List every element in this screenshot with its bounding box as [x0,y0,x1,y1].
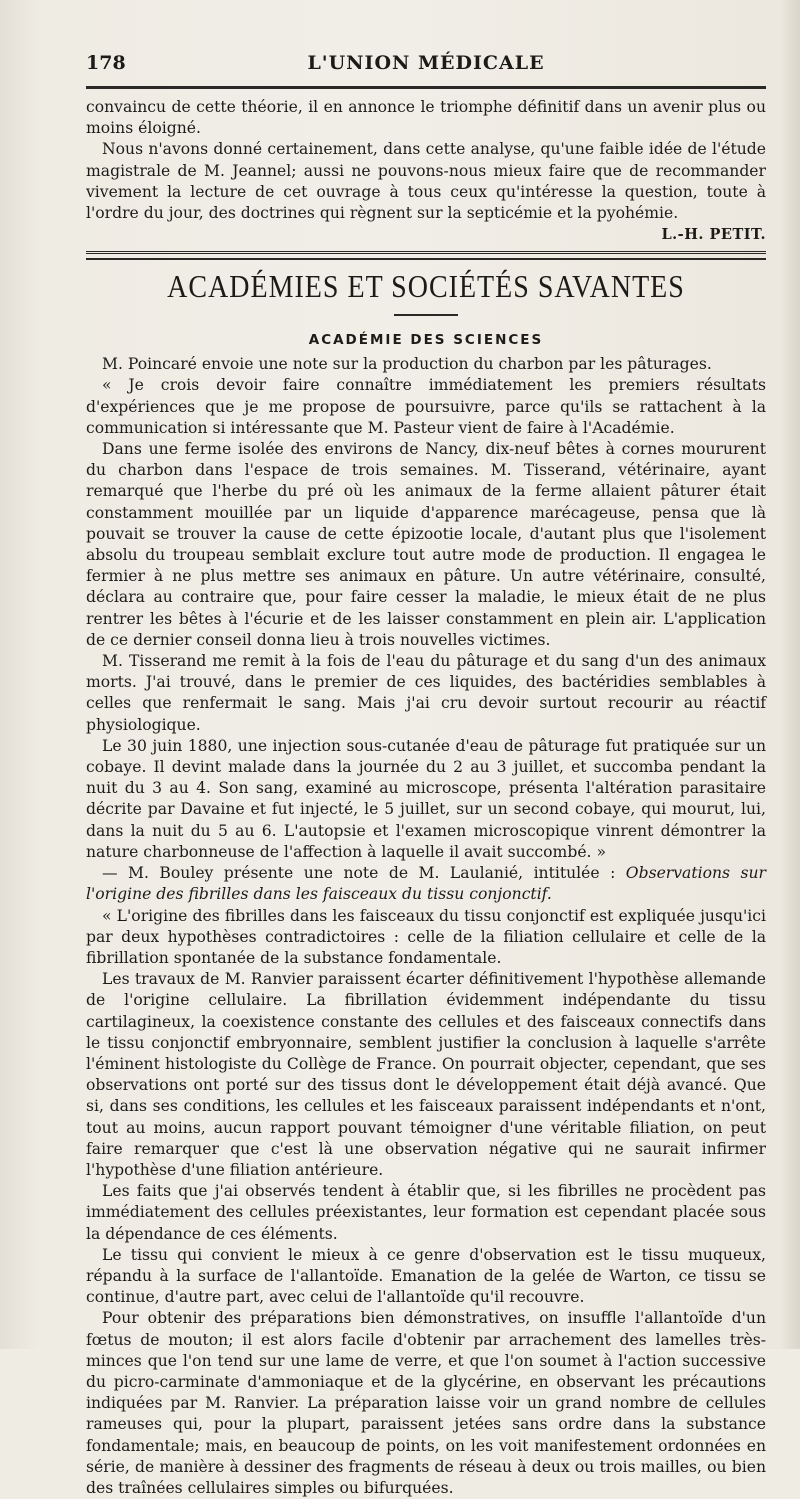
body-paragraph [86,863,766,905]
body-paragraph: Le 30 juin 1880, une injection sous-cutanée d'eau de pâturage fut pratiquée sur un cobaye. Il devint malade dans la journée du 2 au 3 juillet, et succomba pendant la nuit du 3 au 4. Son sang, examiné au microscope, présenta l'altération parasitaire décrite par Davaine et fut injecté, le 5 juillet, sur un second cobaye, qui mourut, lui, dans la nuit du 5 au 6. L'autopsie et l'examen microscopique vinrent démontrer la nature charbonneuse de l'affection à laquelle il avait succombé. » [86,736,766,861]
review-signature: L.-H. PETIT. [661,226,766,244]
body-paragraph: M. Poincaré envoie une note sur la production du charbon par les pâturages. [102,355,712,374]
running-title: L'UNION MÉDICALE [307,52,545,74]
page-number: 178 [86,52,126,74]
body-paragraph: « Je crois devoir faire connaître immédiatement les premiers résultats d'expériences que je me propose de poursuivre, parce qu'ils se rattachent à la communication si intéressante que M. Pasteur vient de faire à l'Académie. [86,376,766,437]
header-rule [86,86,766,89]
body-paragraph: Dans une ferme isolée des environs de Nancy, dix-neuf bêtes à cornes moururent du charbon dans l'espace de trois semaines. M. Tisserand, vétérinaire, ayant remarqué que l'herbe du pré où les animaux de la ferme allaient pâturer était constamment mouillée par un liquide d'apparence marécageuse, pensa que là pouvait se trouver la cause de cette épizootie locale, d'autant plus que l'isolement absolu du troupeau semblait exclure tout autre mode de production. Il engagea le fermier à ne plus mettre ses animaux en pâture. Un autre vétérinaire, consulté, déclara au contraire que, pour faire cesser la maladie, le mieux était de ne plus rentrer les bêtes à l'écurie et de les laisser constamment en plein air. L'application de ce dernier conseil donna lieu à trois nouvelles victimes. [86,440,766,649]
page-header [86,52,766,82]
body-paragraph: Le tissu qui convient le mieux à ce genre d'observation est le tissu muqueux, répandu à la surface de l'allantoïde. Emanation de la gelée de Warton, ce tissu se continue, d'autre part, avec celui de l'allantoïde qu'il recouvre. [86,1245,766,1307]
title-short-rule [394,314,458,316]
body-paragraph: M. Tisserand me remit à la fois de l'eau du pâturage et du sang d'un des animaux morts. J'ai trouvé, dans le premier de ces liquides, des bactéridies semblables à celles que renfermait le sang. Mais j'ai cru devoir surtout recourir au réactif physiologique. [86,652,766,734]
section-divider-secondary [86,258,766,260]
section-divider [86,251,766,256]
section-title: ACADÉMIES ET SOCIÉTÉS SAVANTES [167,269,685,306]
subsection-title: ACADÉMIE DES SCIENCES [308,332,544,349]
body-paragraph: « L'origine des fibrilles dans les faisceaux du tissu conjonctif est expliquée jusqu'ici par deux hypothèses contradictoires : celle de la filiation cellulaire et celle de la fibrillation spontanée de la substance fondamentale. [86,906,766,967]
review-conclusion [86,97,766,224]
body-paragraph: Les travaux de M. Ranvier paraissent écarter définitivement l'hypothèse allemande de l'origine cellulaire. La fibrillation évidemment indépendante du tissu cartilagineux, la coexistence constante des cellules et des faisceaux connectifs dans le tissu conjonctif embryonnaire, semblent justifier la conclusion à laquelle s'arrête l'éminent histologiste du Collège de France. On pourrait objecter, cependant, que ses observations ont porté sur des tissus dont le développement était déjà avancé. Que si, dans ses conditions, les cellules et les faisceaux paraissent indépendants et n'ont, tout au moins, aucun rapport pouvant témoigner d'une véritable filiation, on peut faire remarquer que c'est là une observation négative qui ne saurait infirmer l'hypothèse d'une filiation antérieure. [86,970,766,1179]
note-intro: — M. Bouley présente une note de M. Laulanié, intitulée : [102,864,616,883]
review-paragraph: convaincu de cette théorie, il en annonce le triomphe définitif dans un avenir plus ou moins éloigné. [86,98,766,138]
body-paragraph: Les faits que j'ai observés tendent à établir que, si les fibrilles ne procèdent pas immédiatement des cellules préexistantes, leur formation est cependant placée sous la dépendance de ces éléments. [86,1182,766,1243]
body-paragraph: Pour obtenir des préparations bien démonstratives, on insuffle l'allantoïde d'un fœtus de mouton; il est alors facile d'obtenir par arrachement des lamelles très-minces que l'on tend sur une lame de verre, et que l'on soumet à l'action successive du picro-carminate d'ammoniaque et de la glycérine, en observant les précautions indiquées par M. Ranvier. La préparation laisse voir un grand nombre de cellules rameuses qui, pour la plupart, paraissent jetées sans ordre dans la substance fondamentale; mais, en beaucoup de points, on les voit manifestement ordonnées en série, de manière à dessiner des fragments de réseau à deux ou trois mailles, ou bien des traînées cellulaires simples ou bifurquées. [86,1309,766,1497]
review-paragraph: Nous n'avons donné certainement, dans cette analyse, qu'une faible idée de l'étude magistrale de M. Jeannel; aussi ne pouvons-nous mieux faire que de recommander vivement la lecture de cet ouvrage à tous ceux qu'intéresse la question, toute à l'ordre du jour, des doctrines qui règnent sur la septicémie et la pyohémie. [86,140,766,223]
note-title: Observations sur l'origine des fibrilles dans les faisceaux du tissu conjonctif. [86,864,767,904]
article-body [86,354,766,1499]
